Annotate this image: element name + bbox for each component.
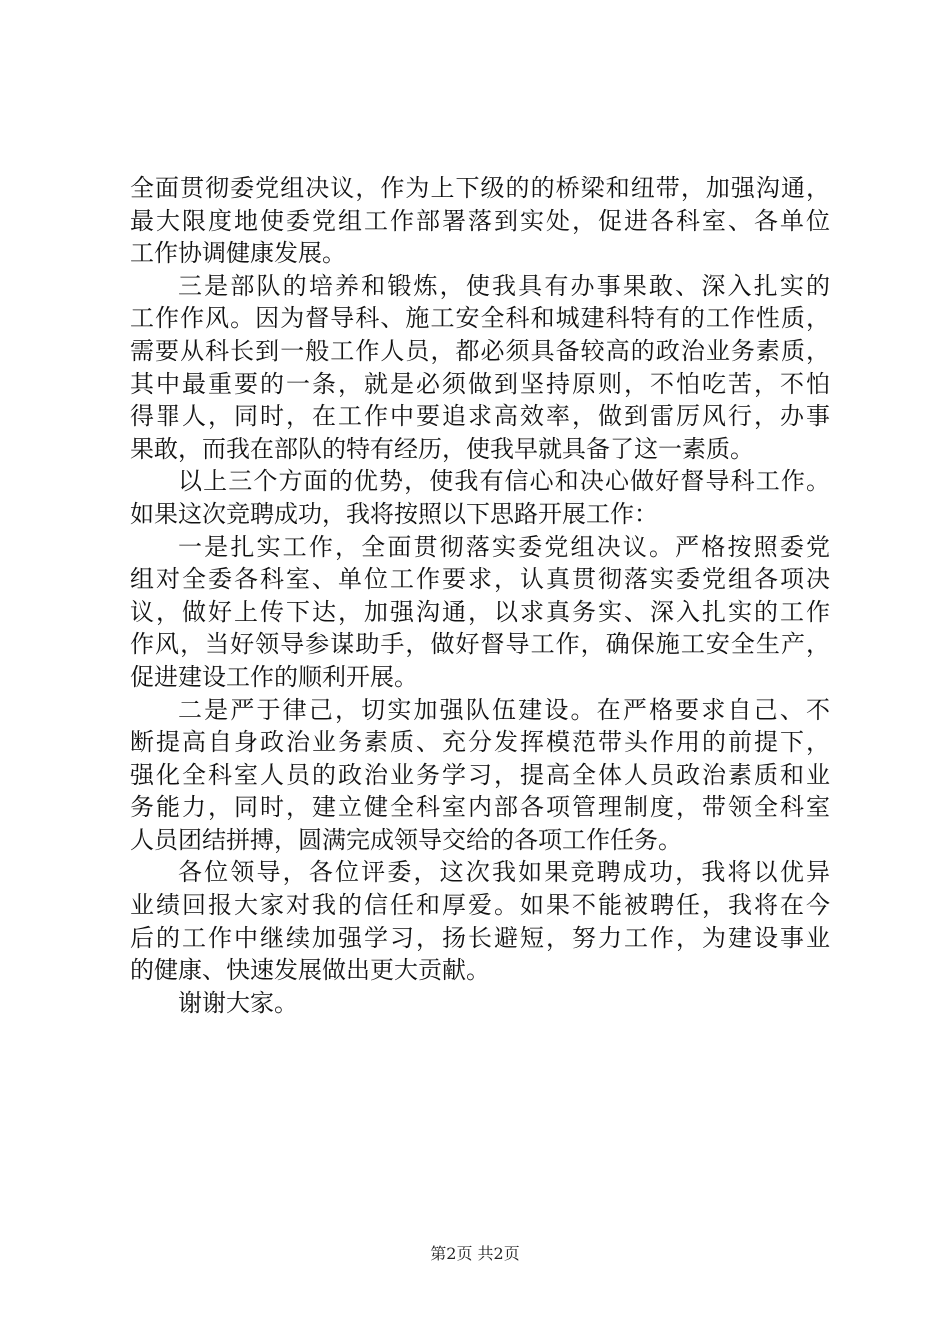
text-line: 后的工作中继续加强学习，扬长避短，努力工作，为建设事业 — [130, 923, 830, 952]
text-line: 断提高自身政治业务素质、充分发挥模范带头作用的前提下， — [130, 728, 830, 757]
text-line: 促进建设工作的顺利开展。 — [130, 662, 418, 691]
text-line: 作风，当好领导参谋助手，做好督导工作，确保施工安全生产， — [130, 630, 830, 659]
text-line: 需要从科长到一般工作人员，都必须具备较高的政治业务素质， — [130, 336, 830, 365]
text-line: 全面贯彻委党组决议，作为上下级的的桥梁和纽带，加强沟通， — [130, 174, 830, 202]
text-line: 最大限度地使委党组工作部署落到实处，促进各科室、各单位 — [130, 206, 830, 235]
document-body — [130, 172, 830, 1019]
text-line: 如果这次竞聘成功，我将按照以下思路开展工作： — [130, 499, 658, 528]
text-line: 得罪人，同时，在工作中要追求高效率，做到雷厉风行，办事 — [130, 402, 830, 431]
text-line: 工作作风。因为督导科、施工安全科和城建科特有的工作性质， — [130, 304, 830, 333]
text-line: 业绩回报大家对我的信任和厚爱。如果不能被聘任，我将在今 — [130, 891, 830, 920]
text-line: 组对全委各科室、单位工作要求，认真贯彻落实委党组各项决 — [130, 565, 830, 594]
text-line: 工作协调健康发展。 — [130, 239, 346, 268]
text-line: 其中最重要的一条，就是必须做到坚持原则，不怕吃苦，不怕 — [130, 369, 830, 398]
text-line: 以上三个方面的优势，使我有信心和决心做好督导科工作。 — [178, 467, 830, 496]
text-line: 议，做好上传下达，加强沟通，以求真务实、深入扎实的工作 — [130, 597, 830, 626]
text-line: 谢谢大家。 — [178, 988, 298, 1017]
text-line: 的健康、快速发展做出更大贡献。 — [130, 956, 490, 985]
text-line: 各位领导，各位评委，这次我如果竞聘成功，我将以优异 — [178, 858, 830, 887]
text-line: 人员团结拼搏，圆满完成领导交给的各项工作任务。 — [130, 825, 682, 854]
text-line: 果敢，而我在部队的特有经历，使我早就具备了这一素质。 — [130, 434, 754, 463]
text-line: 一是扎实工作，全面贯彻落实委党组决议。严格按照委党 — [178, 532, 830, 561]
page-footer: 第2页 共2页 — [430, 1244, 520, 1263]
text-line: 二是严于律己，切实加强队伍建设。在严格要求自己、不 — [178, 695, 830, 724]
text-line: 三是部队的培养和锻炼，使我具有办事果敢、深入扎实的 — [178, 271, 830, 300]
text-line: 强化全科室人员的政治业务学习，提高全体人员政治素质和业 — [130, 760, 830, 789]
text-line: 务能力，同时，建立健全科室内部各项管理制度，带领全科室 — [130, 793, 830, 822]
